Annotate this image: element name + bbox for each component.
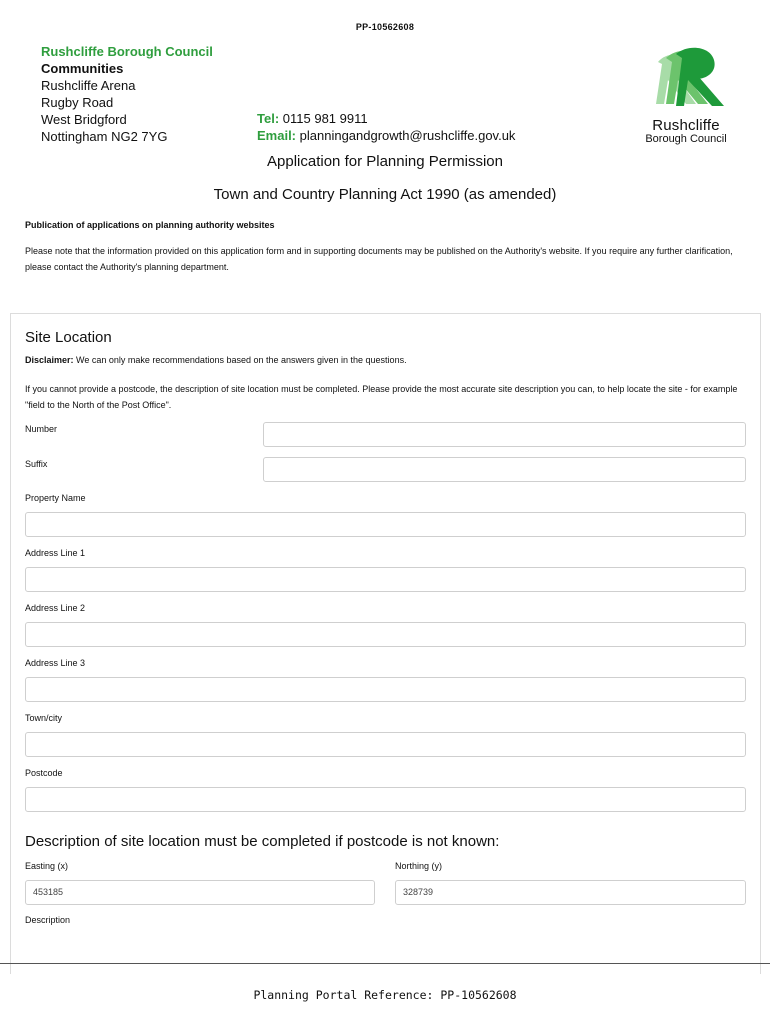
- easting-label: Easting (x): [25, 861, 69, 871]
- address-line-3-label: Address Line 3: [25, 658, 86, 668]
- publication-text: Please note that the information provided on this application form and in supporting documents may be published on the Authority's website. If you require any further clarification, please contact the Authority's planning department.: [25, 246, 733, 272]
- footer-reference: Planning Portal Reference: PP-10562608: [253, 988, 517, 1002]
- council-address-block: [41, 43, 213, 145]
- northing-input[interactable]: 328739: [395, 880, 746, 905]
- address-line: Rugby Road: [41, 95, 114, 110]
- address-line-1-input[interactable]: [25, 567, 746, 592]
- site-location-title: Site Location: [25, 329, 112, 346]
- suffix-label: Suffix: [25, 459, 48, 469]
- suffix-input[interactable]: [263, 457, 746, 482]
- footer-divider: [0, 963, 770, 964]
- address-line-3-input[interactable]: [25, 677, 746, 702]
- number-input[interactable]: [263, 422, 746, 447]
- form-title: Application for Planning Permission: [267, 153, 503, 170]
- disclaimer: [25, 355, 407, 365]
- description-section-title: Description of site location must be completed if postcode is not known:: [25, 833, 500, 850]
- postcode-input[interactable]: [25, 787, 746, 812]
- address-line-2-label: Address Line 2: [25, 603, 86, 613]
- council-name: Rushcliffe Borough Council: [41, 44, 213, 59]
- town-label: Town/city: [25, 713, 63, 723]
- department-name: Communities: [41, 61, 124, 76]
- disclaimer-text: We can only make recommendations based on the answers given in the questions.: [76, 355, 407, 365]
- easting-input[interactable]: 453185: [25, 880, 375, 905]
- tel-label: Tel:: [257, 111, 280, 126]
- rushcliffe-r-logo-icon: [636, 42, 736, 114]
- northing-label: Northing (y): [395, 861, 443, 871]
- address-line: Rushcliffe Arena: [41, 78, 136, 93]
- address-line: Nottingham NG2 7YG: [41, 129, 168, 144]
- property-name-input[interactable]: [25, 512, 746, 537]
- address-line-1-label: Address Line 1: [25, 548, 86, 558]
- site-location-info: If you cannot provide a postcode, the description of site location must be completed. Please provide the most accurate site description you can, to help locate the site - for example "field to the North of the Post Office".: [25, 384, 738, 410]
- address-line: West Bridgford: [41, 112, 127, 127]
- logo-subtitle: Borough Council: [645, 133, 727, 145]
- postcode-label: Postcode: [25, 768, 63, 778]
- logo-name: Rushcliffe: [652, 117, 720, 134]
- act-title: Town and Country Planning Act 1990 (as amended): [213, 186, 557, 203]
- council-logo: [636, 42, 736, 145]
- tel-value: 0115 981 9911: [282, 111, 368, 126]
- town-input[interactable]: [25, 732, 746, 757]
- disclaimer-label: Disclaimer:: [25, 355, 74, 365]
- property-name-label: Property Name: [25, 493, 86, 503]
- publication-heading: Publication of applications on planning authority websites: [25, 220, 275, 230]
- page-reference-top: PP-10562608: [355, 22, 415, 32]
- contact-block: [257, 110, 515, 144]
- email-label: Email:: [257, 128, 297, 143]
- email-value[interactable]: planningandgrowth@rushcliffe.gov.uk: [299, 128, 516, 143]
- description-label: Description: [25, 915, 71, 925]
- address-line-2-input[interactable]: [25, 622, 746, 647]
- number-label: Number: [25, 424, 58, 434]
